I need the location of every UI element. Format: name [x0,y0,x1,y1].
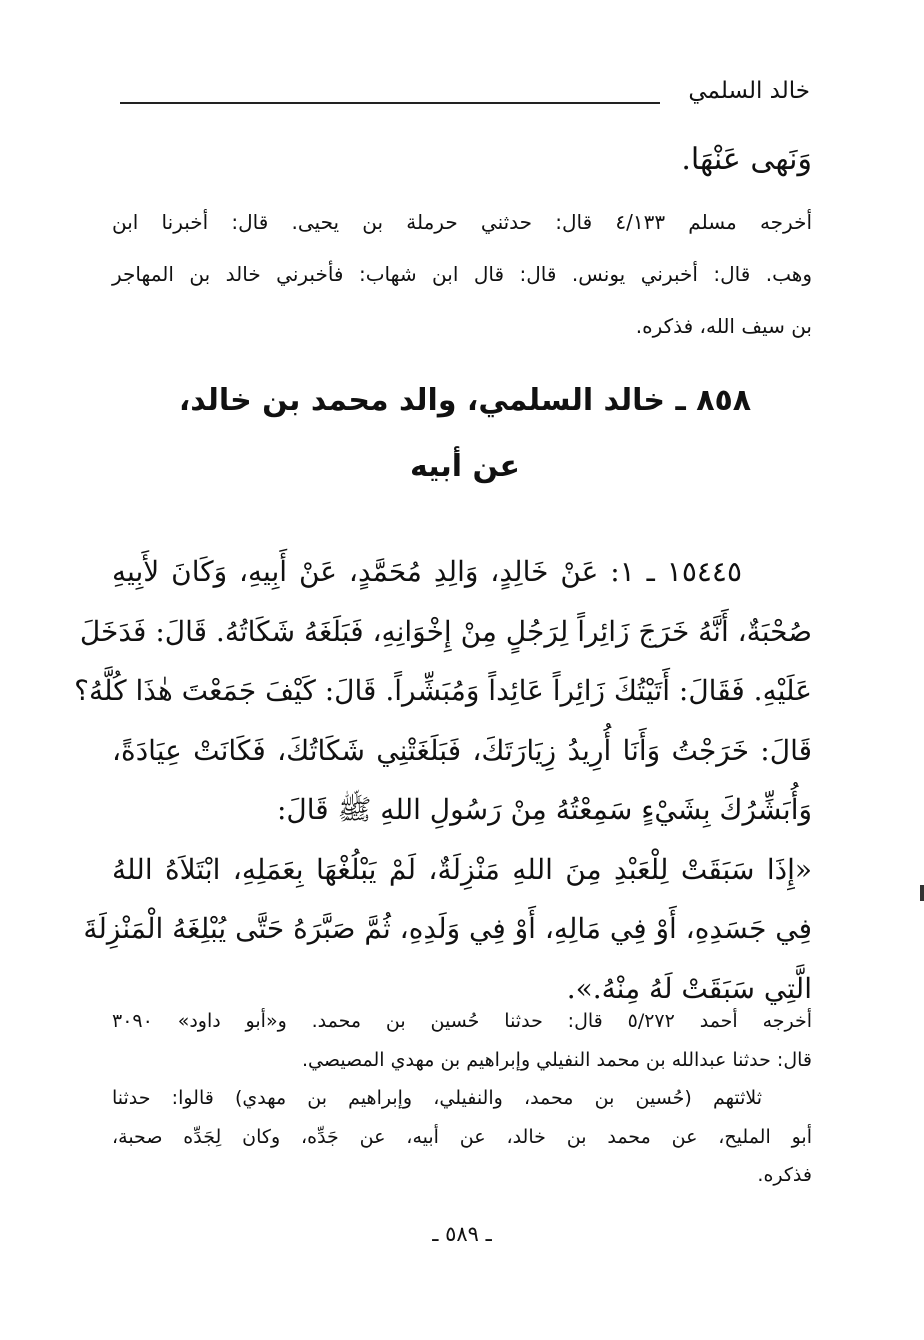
intro-text [112,142,812,177]
hadith-line: ١٥٤٤٥ ـ ١: عَنْ خَالِدٍ، وَالِدِ مُحَمَّدٍ، عَنْ أَبِيهِ، وَكَانَ لأَبِيهِ [112,555,742,588]
reference-line: وهب. قال: أخبرني يونس. قال: قال ابن شهاب: فأخبرني خالد بن المهاجر [112,262,812,286]
hadith-line: عَلَيْهِ. فَقَالَ: أَتَيْتُكَ زَائِراً عَائِداً وَمُبَشِّراً. قَالَ: كَيْفَ جَمَعْتَ هٰذَا كُلَّهُ؟ [74,674,812,707]
hadith-line: الَّتِي سَبَقَتْ لَهُ مِنْهُ.». [566,971,812,1005]
note-line: فذكره. [757,1164,812,1186]
page-number: ـ ٥٨٩ ـ [432,1222,492,1246]
reference-line: بن سيف الله، فذكره. [635,314,812,338]
note-line: ثلاثتهم (حُسين بن محمد، والنفيلي، وإبراهيم بن مهدي) قالوا: حدثنا [112,1087,762,1109]
hadith-line: قَالَ: خَرَجْتُ وَأَنَا أُرِيدُ زِيَارَتَكَ، فَبَلَغَتْنِي شَكَاتُكَ، فَكَانَتْ عِيَادَةً، [112,733,812,767]
hadith-line: وَأُبَشِّرُكَ بِشَيْءٍ سَمِعْتُهُ مِنْ رَسُولِ اللهِ ﷺ قَالَ: [276,793,812,826]
hadith-text [74,542,812,1018]
reference-line: أخرجه مسلم ٤/١٣٣ قال: حدثني حرملة بن يحيى. قال: أخبرنا ابن [112,210,813,234]
note-line: أخرجه أحمد ٥/٢٧٢ قال: حدثنا حُسين بن محمد. و«أبو داود» ٣٠٩٠ [112,1010,813,1032]
takhrij-notes [112,1002,812,1195]
hadith-line: «إِذَا سَبَقَتْ لِلْعَبْدِ مِنَ اللهِ مَنْزِلَةٌ، لَمْ يَبْلُغْهَا بِعَمَلِهِ، ابْتَلاَهُ اللهُ [112,852,812,886]
entry-heading [120,368,810,500]
note-line: قال: حدثنا عبدالله بن محمد النفيلي وإبراهيم بن مهدي المصيصي. [301,1048,812,1071]
hadith-line: فِي جَسَدِهِ، أَوْ فِي مَالِهِ، أَوْ فِي وَلَدِهِ، ثُمَّ صَبَّرَهُ حَتَّى يُبْلِغَهُ الْمَنْزِلَةَ [83,912,812,945]
hadith-line: صُحْبَةٌ، أَنَّهُ خَرَجَ زَائِراً لِرَجُلٍ مِنْ إِخْوَانِهِ، فَبَلَغَهُ شَكَاتُهُ. قَالَ: فَدَخَلَ [79,614,812,648]
page-header [120,78,810,118]
scan-edge-mark [920,885,924,901]
header-rule [120,102,660,104]
reference-paragraph [112,196,812,352]
entry-heading-line-2: عن أبيه [410,449,520,484]
running-head: خالد السلمي [688,78,810,104]
entry-heading-line-1: ٨٥٨ ـ خالد السلمي، والد محمد بن خالد، [178,383,752,418]
intro-line: وَنَهى عَنْهَا. [681,142,812,177]
note-line: أبو المليح، عن محمد بن خالد، عن أبيه، عن جَدِّه، وكان لِجَدِّه صحبة، [112,1125,812,1148]
